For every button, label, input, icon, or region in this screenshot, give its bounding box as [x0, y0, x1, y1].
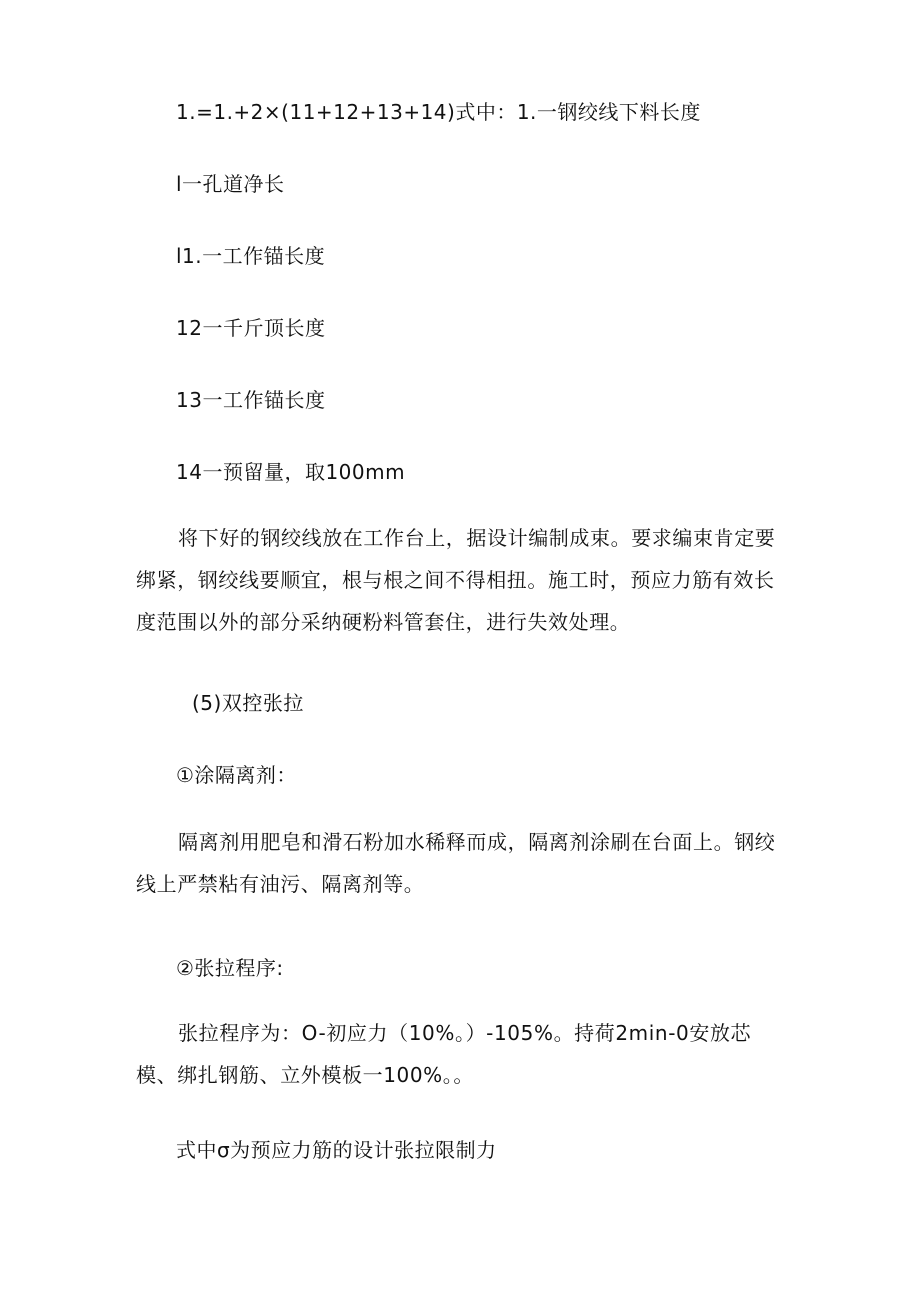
strand-binding-paragraph: 将下好的钢绞线放在工作台上，据设计编制成束。要求编束肯定要绑紧，钢绞线要顺宜，根与根之间不得相扭。施工时，预应力筋有效长度范围以外的部分采纳硬粉料管套住，进行失效处理。 — [136, 526, 776, 634]
definition-l2: 12一千斤顶长度 — [176, 316, 326, 340]
sigma-note: 式中σ为预应力筋的设计张拉限制力 — [176, 1138, 497, 1162]
definition-l: l一孔道净长 — [176, 172, 285, 196]
item2-title: ②张拉程序: — [176, 956, 284, 980]
definition-l3: 13一工作锚长度 — [176, 388, 326, 412]
item1-body: 隔离剂用肥皂和滑石粉加水稀释而成，隔离剂涂刷在台面上。钢绞线上严禁粘有油污、隔离剂等。 — [136, 830, 776, 896]
section-heading: (5)双控张拉 — [192, 691, 304, 715]
definition-l4: 14一预留量，取100mm — [176, 460, 406, 484]
definition-l1: l1.一工作锚长度 — [176, 244, 326, 268]
item2-body: 张拉程序为：O-初应力（10%。）-105%。持荷2min-0安放芯模、绑扎钢筋、立外模板一100%。。 — [136, 1021, 752, 1087]
item1-title: ①涂隔离剂： — [176, 763, 297, 787]
formula-line: 1.=1.+2×(11+12+13+14)式中：1.一钢绞线下料长度 — [176, 100, 701, 124]
